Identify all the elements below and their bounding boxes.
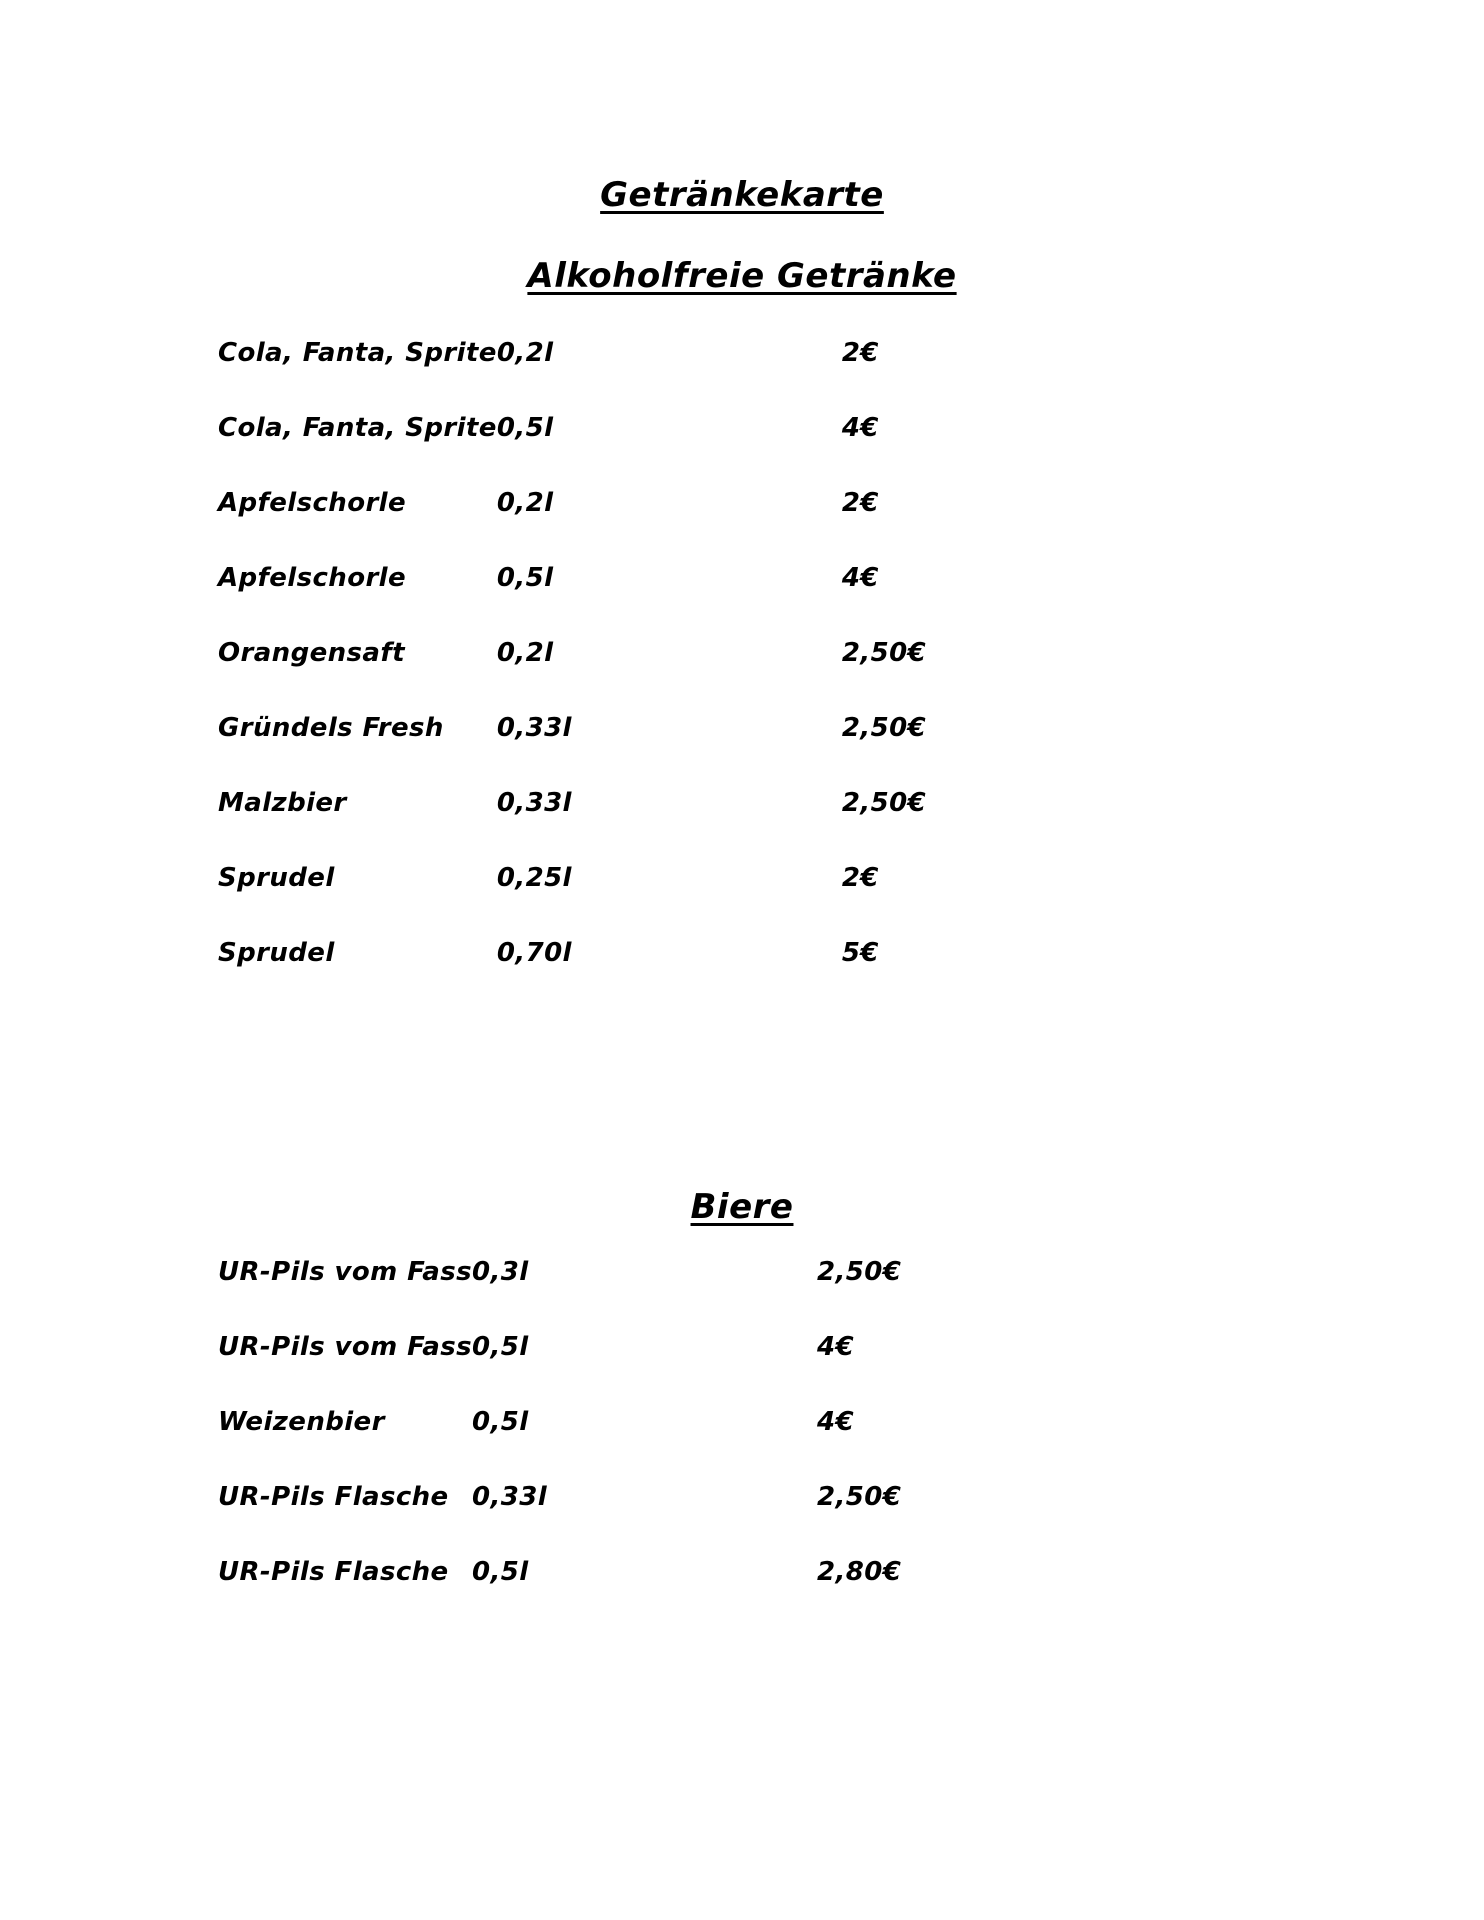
table-row (0, 1234, 1484, 1309)
section-spacer (0, 990, 1484, 1190)
item-price: 4€ (841, 562, 879, 593)
drinks-table-biere (0, 1234, 1484, 1609)
item-name: Gründels Fresh (218, 712, 444, 743)
item-price: 2€ (841, 487, 879, 518)
item-size: 0,2l (496, 637, 554, 668)
item-name: Apfelschorle (218, 487, 407, 518)
item-size: 0,2l (496, 487, 554, 518)
table-row (0, 1534, 1484, 1609)
item-name: Cola, Fanta, Sprite (218, 412, 497, 443)
table-row (0, 690, 1484, 765)
item-size: 0,5l (471, 1406, 529, 1437)
item-price: 2,50€ (841, 712, 927, 743)
drinks-table-body (0, 315, 1484, 990)
item-size: 0,25l (496, 862, 572, 893)
item-size: 0,5l (471, 1331, 529, 1362)
item-price: 2€ (841, 862, 879, 893)
item-price: 2,80€ (816, 1556, 902, 1587)
item-name: Cola, Fanta, Sprite (218, 337, 497, 368)
item-size: 0,33l (471, 1481, 548, 1512)
item-name: Malzbier (218, 787, 347, 818)
item-name: UR-Pils vom Fass (218, 1256, 472, 1287)
table-row (0, 465, 1484, 540)
item-name: Apfelschorle (218, 562, 407, 593)
table-row (0, 840, 1484, 915)
beer-table-body (0, 1234, 1484, 1609)
item-size: 0,2l (496, 337, 554, 368)
item-price: 4€ (816, 1331, 854, 1362)
item-size: 0,5l (471, 1556, 529, 1587)
section-heading-alkoholfreie-getraenke: Alkoholfreie Getränke (527, 256, 957, 296)
item-size: 0,3l (471, 1256, 529, 1287)
item-name: UR-Pils vom Fass (218, 1331, 472, 1362)
table-row (0, 615, 1484, 690)
beer-heading-wrap (0, 1187, 1484, 1227)
item-size: 0,33l (496, 712, 572, 743)
page-title: Getränkekarte (600, 175, 884, 215)
table-row (0, 915, 1484, 990)
item-name: UR-Pils Flasche (218, 1481, 449, 1512)
item-size: 0,33l (496, 787, 572, 818)
section-biere (0, 1234, 1484, 1609)
item-name: Sprudel (218, 862, 335, 893)
item-size: 0,5l (496, 412, 554, 443)
drinks-table-alkoholfrei (0, 315, 1484, 990)
item-price: 2,50€ (816, 1481, 902, 1512)
item-size: 0,70l (496, 937, 572, 968)
table-row (0, 390, 1484, 465)
table-row (0, 1459, 1484, 1534)
item-name: Sprudel (218, 937, 335, 968)
table-row (0, 1384, 1484, 1459)
table-row (0, 540, 1484, 615)
item-name: Weizenbier (218, 1406, 385, 1437)
table-row (0, 315, 1484, 390)
item-size: 0,5l (496, 562, 554, 593)
section-alkoholfreie-getraenke (0, 315, 1484, 990)
item-price: 2,50€ (841, 637, 927, 668)
item-price: 5€ (841, 937, 879, 968)
table-row (0, 1309, 1484, 1384)
item-price: 2,50€ (841, 787, 927, 818)
item-name: UR-Pils Flasche (218, 1556, 449, 1587)
table-row (0, 765, 1484, 840)
item-name: Orangensaft (218, 637, 405, 668)
item-price: 4€ (816, 1406, 854, 1437)
item-price: 2,50€ (816, 1256, 902, 1287)
item-price: 2€ (841, 337, 879, 368)
item-price: 4€ (841, 412, 879, 443)
section-heading-biere: Biere (690, 1187, 794, 1227)
